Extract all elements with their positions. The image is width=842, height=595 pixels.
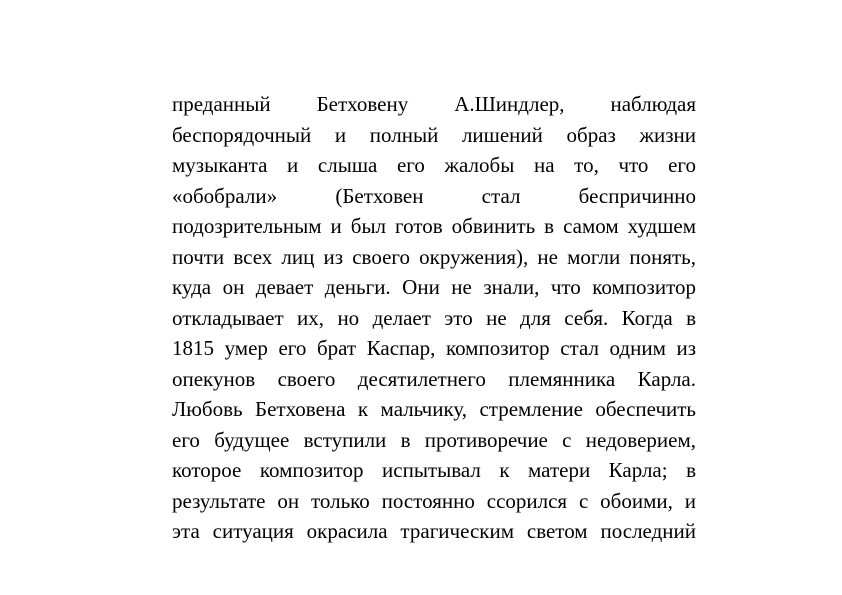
text-line-9: 1815 умер его брат Каспар, композитор стал одним из <box>172 336 696 360</box>
text-line-5: подозрительным и был готов обвинить в самом худшем <box>172 214 696 238</box>
text-line-15: эта ситуация окрасила трагическим светом последний <box>172 519 696 543</box>
text-line-14: результате он только постоянно ссорился с обоими, и <box>172 488 696 513</box>
text-line-7: куда он девает деньги. Они не знали, что композитор <box>172 275 696 299</box>
text-line-4: «обобрали» (Бетховен стал беспричинно <box>172 183 696 208</box>
text-line-1: преданный Бетховену А.Шиндлер, наблюдая <box>172 92 696 116</box>
text-line-8: откладывает их, но делает это не для себя. Когда в <box>172 305 696 330</box>
text-line-3: музыканта и слыша его жалобы на то, что его <box>172 153 696 177</box>
text-line-10: опекунов своего десятилетнего племянника Карла. <box>172 366 696 391</box>
text-line-11: Любовь Бетховена к мальчику, стремление обеспечить <box>172 397 696 421</box>
text-line-12: его будущее вступили в противоречие с недоверием, <box>172 427 696 452</box>
text-line-2: беспорядочный и полный лишений образ жизни <box>172 122 696 147</box>
text-line-6: почти всех лиц из своего окружения), не могли понять, <box>172 244 696 269</box>
text-line-13: которое композитор испытывал к матери Карла; в <box>172 458 696 482</box>
body-text <box>172 89 696 547</box>
